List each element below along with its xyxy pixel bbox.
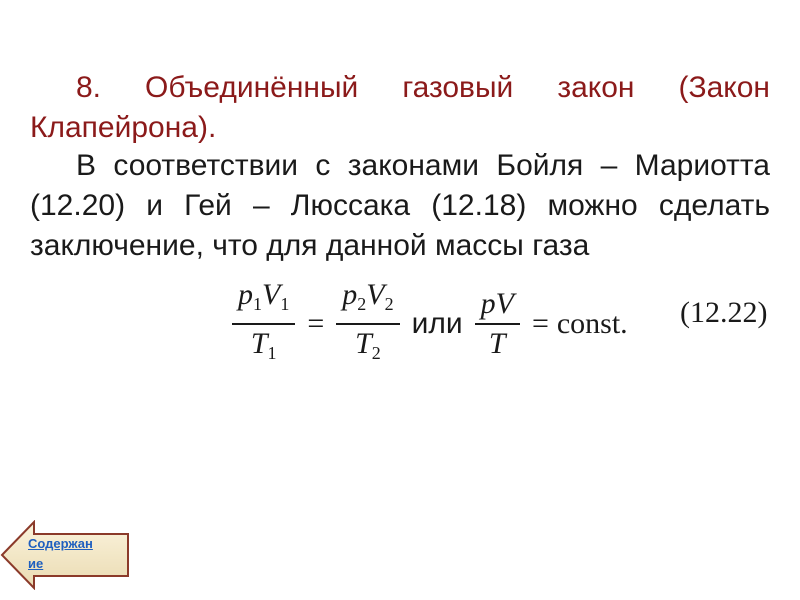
word: – bbox=[252, 189, 270, 222]
word: (12.20) bbox=[30, 189, 126, 222]
paragraph-line-2 bbox=[30, 186, 770, 226]
heading-word: Объединённый bbox=[145, 71, 359, 104]
word: можно bbox=[547, 189, 638, 222]
fraction-denominator: $T_2$ bbox=[355, 326, 381, 363]
fraction-denominator: T bbox=[488, 326, 506, 360]
heading-word: газовый bbox=[402, 71, 514, 104]
word: сделать bbox=[658, 189, 770, 222]
word: Бойля bbox=[496, 149, 584, 182]
fraction-p2v2-over-t2 bbox=[336, 276, 399, 372]
word: законами bbox=[347, 149, 480, 182]
heading-word: закон bbox=[557, 71, 635, 104]
word: Люссака bbox=[290, 189, 411, 222]
paragraph-line-1 bbox=[30, 146, 770, 186]
heading-line-2: Клапейрона). bbox=[30, 111, 217, 144]
word: и bbox=[146, 189, 163, 222]
contents-nav-button[interactable] bbox=[0, 520, 132, 590]
equals-sign: = bbox=[307, 307, 325, 340]
heading-number: 8. bbox=[76, 71, 102, 104]
heading-line-1 bbox=[30, 68, 770, 108]
word: с bbox=[315, 149, 331, 182]
fraction-numerator: $p_1V_1$ bbox=[238, 278, 290, 315]
connector-word: или bbox=[411, 307, 463, 340]
word: В bbox=[76, 149, 97, 182]
paragraph-line-3: заключение, что для данной массы газа bbox=[30, 229, 590, 262]
section-heading bbox=[30, 68, 770, 148]
contents-nav-label[interactable]: Содержан ие bbox=[28, 536, 93, 571]
fraction-denominator: $T_1$ bbox=[250, 326, 277, 363]
equation-number: (12.22) bbox=[680, 296, 768, 329]
word: – bbox=[600, 149, 618, 182]
body-paragraph bbox=[30, 146, 770, 266]
equals-sign: = bbox=[531, 307, 549, 340]
fraction-p1v1-over-t1 bbox=[232, 276, 295, 372]
word: (12.18) bbox=[431, 189, 527, 222]
heading-word: (Закон bbox=[678, 71, 770, 104]
fraction-pv-over-t bbox=[475, 285, 520, 363]
fraction-numerator: pV bbox=[480, 287, 514, 321]
gas-law-formula bbox=[228, 276, 628, 372]
word: Мариотта bbox=[634, 149, 770, 182]
fraction-numerator: $p_2V_2$ bbox=[342, 278, 394, 315]
word: Гей bbox=[184, 189, 232, 222]
const-text: const. bbox=[556, 307, 628, 340]
word: соответствии bbox=[113, 149, 299, 182]
